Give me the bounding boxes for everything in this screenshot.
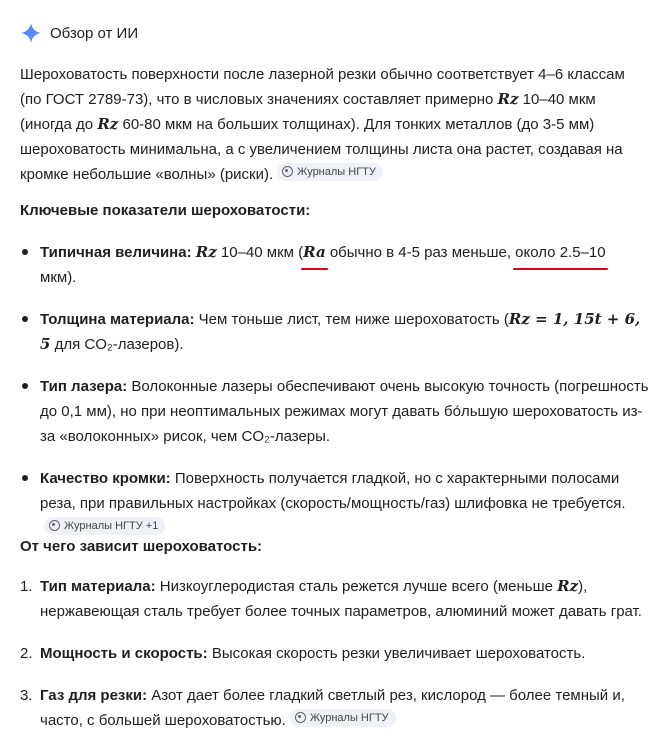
link-icon (282, 166, 293, 177)
link-icon (295, 712, 306, 723)
highlighted-ra: Ra (303, 240, 326, 265)
ai-overview-header (20, 20, 138, 46)
source-chip[interactable]: Журналы НГТУ (277, 163, 383, 181)
list-item: Тип лазера: Волоконные лазеры обеспечивают очень высокую точность (погрешность до 0,1 мм), но при неоптимальных режимах могут давать бо́льшую шероховатость из-за «волоконных» рисок, чем CO₂-лазеры. (20, 374, 650, 449)
list-item: Толщина материала: Чем тоньше лист, тем ниже шероховатость (Rz = 1, 15t + 6, 5 для CO₂-лазеров). (20, 307, 650, 357)
link-icon (49, 520, 60, 531)
list-item: Качество кромки: Поверхность получается гладкой, но с характерными полосами реза, при правильных настройках (скорость/мощность/газ) шлифовка не требуется. Журналы НГТУ +1 (20, 466, 650, 541)
factors-heading: От чего зависит шероховатость: (20, 538, 263, 555)
source-chip[interactable]: Журналы НГТУ +1 (44, 517, 165, 535)
highlighted-range: около 2.5–10 (515, 240, 605, 265)
list-item: 1. Тип материала: Низкоуглеродистая сталь режется лучше всего (меньше Rz), нержавеющая сталь требует более точных параметров, алюминий может давать грат. (20, 577, 642, 620)
key-indicators-heading: Ключевые показатели шероховатости: (20, 202, 311, 219)
list-item: 2. Мощность и скорость: Высокая скорость резки увеличивает шероховатость. (20, 645, 586, 662)
source-chip[interactable]: Журналы НГТУ (290, 709, 396, 727)
list-item: 3. Газ для резки: Азот дает более гладкий светлый рез, кислород — более темный и, часто, с большей шероховатостью. Журналы НГТУ (20, 687, 625, 729)
list-item: Типичная величина: Rz 10–40 мкм (Ra обычно в 4-5 раз меньше, около 2.5–10 мкм). (20, 240, 650, 290)
ai-overview-title: Обзор от ИИ (50, 24, 139, 42)
intro-paragraph: Шероховатость поверхности после лазерной резки обычно соответствует 4–6 классам (по ГОСТ 2789-73), что в числовых значениях составляет примерно Rz 10–40 мкм (иногда до Rz 60-80 мкм на больших толщинах). Для тонких металлов (до 3-5 мм) шероховатость минимальна, а с увеличением толщины листа она растет, создавая на кромке небольшие «волны» (риски). Журналы НГТУ (20, 66, 625, 183)
key-indicators-list (20, 240, 650, 541)
factors-list (20, 574, 650, 733)
formula: Rz = 1, 15t + 6, 5 (40, 310, 641, 353)
sparkle-icon (20, 22, 42, 44)
